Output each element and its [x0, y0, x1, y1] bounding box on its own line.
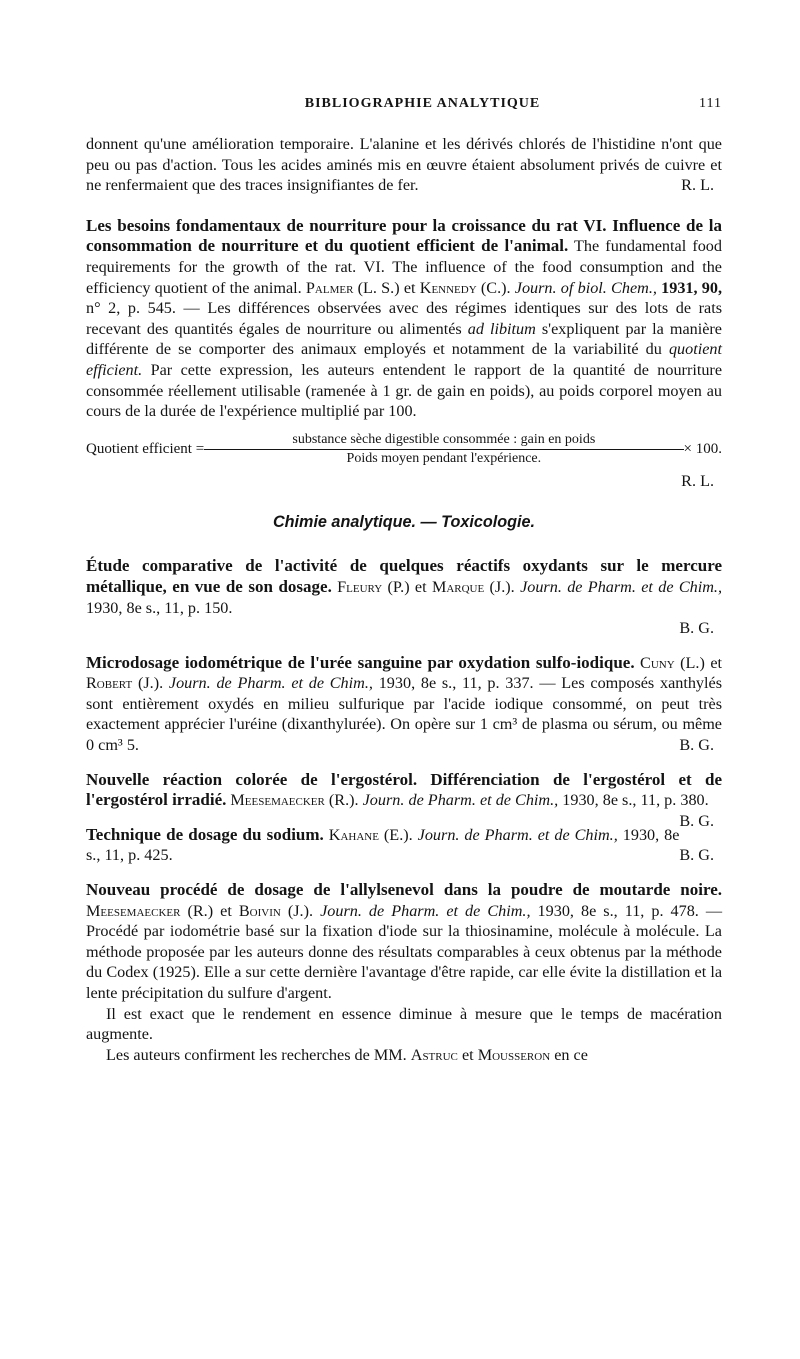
article2-body: Les besoins fondamentaux de nourriture pour la croissance du rat VI. Influence de la consommation de nourriture et du quotient efficient de l'animal. The fundamental food requirements for the growth of the rat. VI. The influence of the food consumption and the efficiency quotient of the animal. Palmer (L. S.) et Kennedy (C.). Journ. of biol. Chem., 1931, 90, n° 2, p. 545. — Les différences observées avec des régimes identiques sur des lots de rats recevant des quantités égales de nourriture ou alimentés ad libitum s'expliquent par la manière différente de se comporter des animaux employés et notamment de la variabilité du quotient efficient. Par cette expression, les auteurs entendent le rapport de la quantité de nourriture consommée réellement utilisable (ramenée à 1 gr. de gain en poids), au poids corporel moyen au cours de la durée de l'expérience multiplié par 100. — [86, 215, 723, 421]
formula-denominator: Poids moyen pendant l'expérience. — [346, 450, 542, 466]
page-number: 111 — [699, 96, 722, 111]
article4-body: Microdosage iodométrique de l'urée sanguine par oxydation sulfo-iodique. Cuny (L.) et Robert (J.). Journ. de Pharm. et de Chim., 1930, 8e s., 11, p. 337. — Les composés xanthylés sont entièrement oxydés en milieu sulfurique par l'acide iodique consommé, on peut très exactement apprécier l'uréine (dixanthylurée). On opère sur 1 cm³ de plasma ou sérum, ou même 0 cm³ 5. B. G. — [86, 652, 723, 755]
formula-fraction — [208, 432, 679, 467]
article4-title: Microdosage iodométrique de l'urée sanguine par oxydation sulfo-iodique. — [86, 652, 635, 672]
article1-signature: R. L. — [681, 176, 714, 195]
article3-body: Étude comparative de l'activité de quelques réactifs oxydants sur le mercure métallique, en vue de son dosage. Fleury (P.) et Marque (J.). Journ. de Pharm. et de Chim., 1930, 8e s., 11, p. 150. — [86, 556, 723, 617]
section-heading: Chimie analytique. — Toxicologie. — [272, 513, 536, 532]
efficiency-formula — [86, 432, 722, 467]
article6-body: Technique de dosage du sodium. Kahane (E.). Journ. de Pharm. et de Chim., 1930, 8e s., 11, p. 425. B. G. — [86, 825, 722, 866]
formula-rhs: × 100. — [683, 440, 722, 457]
article2-author2: Kennedy — [419, 278, 477, 297]
article4-signature: B. G. — [679, 736, 714, 755]
article3-signature: B. G. — [679, 619, 714, 638]
article7-body: Nouveau procédé de dosage de l'allylsenevol dans la poudre de moutarde noire. Meesemaecker (R.) et Boivin (J.). Journ. de Pharm. et de Chim., 1930, 8e s., 11, p. 478. — Procédé par iodométrie basé sur la fixation d'iode sur la thiosinamine, molécule à molécule. La méthode proposée par les auteurs donne des résultats comparables à ceux obtenus par la méthode du Codex (1925). Elle a sur cette dernière l'avantage d'être rapide, car elle évite la distillation et la lente précipitation du sulfure d'argent. — [86, 880, 723, 1002]
article7-para3: Les auteurs confirment les recherches de MM. Astruc et Mousseron en ce — [106, 1045, 588, 1064]
formula-numerator: substance sèche digestible consommée : gain en poids — [204, 432, 683, 450]
article5-body: Nouvelle réaction colorée de l'ergostérol. Différenciation de l'ergostérol et de l'ergostérol irradié. Meesemaecker (R.). Journ. de Pharm. et de Chim., 1930, 8e s., 11, p. 380. B. G. — [86, 769, 722, 830]
article2-english-title: The fundamental food requirements for the growth of the rat. VI. The influence of the food consumption and the efficiency quotient of the animal. — [86, 237, 722, 297]
article7-para2: Il est exact que le rendement en essence diminue à mesure que le temps de macération augmente. — [86, 1004, 722, 1044]
article7-title: Nouveau procédé de dosage de l'allylsenevol dans la poudre de moutarde noire. — [86, 880, 722, 900]
page — [86, 96, 722, 1065]
article3-title: Étude comparative de l'activité de quelques réactifs oxydants sur le mercure métallique, en vue de son dosage. — [86, 556, 722, 596]
article5-signature: B. G. — [679, 811, 714, 830]
formula-lhs: Quotient efficient = — [86, 440, 205, 457]
article6-title: Technique de dosage du sodium. — [86, 824, 324, 844]
article2-journal: Journ. of biol. Chem., — [514, 278, 657, 297]
article5-title: Nouvelle réaction colorée de l'ergostérol. Différenciation de l'ergostérol et de l'ergostérol irradié. — [86, 769, 722, 810]
page-header — [86, 96, 722, 112]
article2-author1: Palmer — [305, 278, 354, 297]
article2-signature: R. L. — [681, 471, 714, 490]
article1-text: donnent qu'une amélioration temporaire. L'alanine et les dérivés chlorés de l'histidine n'ont que peu ou pas d'action. Tous les acides aminés mis en œuvre étaient absolument privés de cuivre et ne renfermaient que des traces insignifiantes de fer. R. L. — [86, 135, 722, 195]
running-title: BIBLIOGRAPHIE ANALYTIQUE — [304, 96, 541, 111]
article2-title: Les besoins fondamentaux de nourriture pour la croissance du rat VI. Influence de la consommation de nourriture et du quotient efficient de l'animal. — [86, 215, 722, 256]
article6-signature: B. G. — [679, 846, 714, 865]
